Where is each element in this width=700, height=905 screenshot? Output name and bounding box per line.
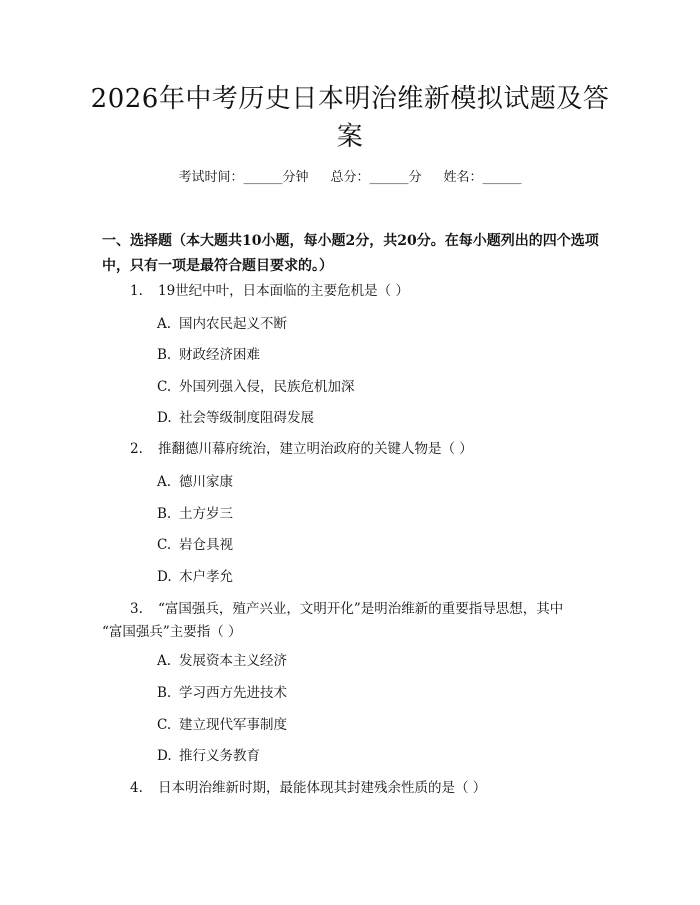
question-3-continued: [102, 620, 602, 645]
question-1-option-c: [157, 377, 597, 397]
question-text-line1: “富国强兵，殖产兴业，文明开化”是明治维新的重要指导思想，其中: [158, 601, 564, 617]
exam-time-field: 考试时间：______分钟: [178, 170, 309, 185]
option-text: 木户孝允: [179, 569, 233, 585]
option-text: 推行义务教育: [179, 748, 260, 764]
option-letter: D.: [157, 569, 172, 585]
question-text: 推翻德川幕府统治，建立明治政府的关键人物是（ ）: [158, 441, 473, 457]
option-letter: A.: [157, 316, 172, 332]
option-letter: B.: [157, 506, 172, 522]
option-text: 财政经济困难: [179, 347, 260, 363]
question-2-option-c: [157, 535, 597, 555]
question-2-option-d: [157, 567, 597, 587]
question-text-line2: “富国强兵”主要指（ ）: [102, 624, 242, 640]
option-letter: D.: [157, 748, 172, 764]
option-letter: C.: [157, 379, 172, 395]
option-text: 社会等级制度阻碍发展: [179, 410, 314, 426]
question-text: 日本明治维新时期，最能体现其封建残余性质的是（ ）: [158, 780, 487, 796]
question-number: 2.: [130, 441, 143, 457]
option-letter: B.: [157, 685, 172, 701]
total-score-field: 总分：______分: [330, 170, 422, 185]
question-number: 1.: [130, 283, 143, 299]
question-2: [130, 437, 630, 462]
option-text: 建立现代军事制度: [179, 717, 287, 733]
question-1: [130, 279, 630, 304]
question-2-option-b: [157, 504, 597, 524]
question-2-option-a: [157, 472, 597, 492]
option-text: 土方岁三: [179, 506, 233, 522]
option-text: 国内农民起义不断: [179, 316, 287, 332]
question-1-option-d: [157, 408, 597, 428]
question-3: [130, 597, 630, 622]
option-letter: C.: [157, 537, 172, 553]
option-text: 岩仓具视: [179, 537, 233, 553]
option-letter: C.: [157, 717, 172, 733]
question-text: 19世纪中叶，日本面临的主要危机是（ ）: [158, 283, 409, 299]
option-letter: A.: [157, 653, 172, 669]
page-title: 2026年中考历史日本明治维新模拟试题及答案: [90, 84, 610, 152]
option-letter: A.: [157, 474, 172, 490]
question-3-option-a: [157, 651, 597, 671]
question-4: [130, 776, 630, 801]
exam-meta: [0, 168, 700, 188]
question-number: 4.: [130, 780, 143, 796]
question-3-option-c: [157, 715, 597, 735]
option-letter: D.: [157, 410, 172, 426]
option-text: 德川家康: [179, 474, 233, 490]
question-1-option-a: [157, 314, 597, 334]
section-header: 一、选择题（本大题共10小题，每小题2分，共20分。在每小题列出的四个选项中，只有一项是最符合题目要求的。）: [102, 233, 599, 274]
option-text: 外国列强入侵，民族危机加深: [179, 379, 355, 395]
student-name-field: 姓名：______: [443, 170, 522, 185]
option-text: 发展资本主义经济: [179, 653, 287, 669]
question-3-option-d: [157, 746, 597, 766]
question-3-option-b: [157, 683, 597, 703]
option-text: 学习西方先进技术: [179, 685, 287, 701]
option-letter: B.: [157, 347, 172, 363]
question-number: 3.: [130, 601, 143, 617]
question-1-option-b: [157, 345, 597, 365]
